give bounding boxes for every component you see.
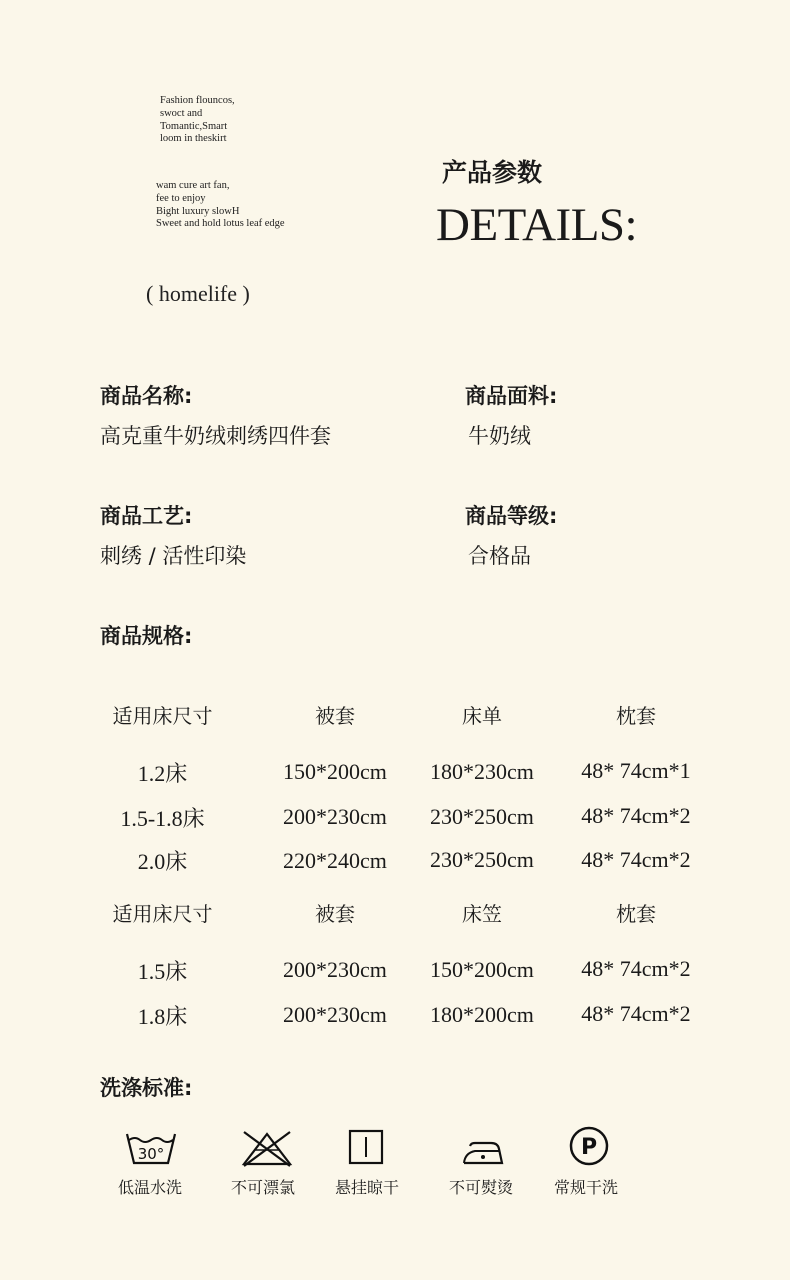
table-header: 枕套 [616,704,656,728]
intro-text-b [156,180,285,231]
table-header: 被套 [315,704,355,728]
icon-label: 常规干洗 [553,1178,618,1197]
icon-label: 不可漂氯 [230,1178,295,1197]
intro-line: wam cure art fan, [156,180,230,191]
intro-line: fee to enjoy [156,192,206,204]
dry-clean-letter: P [580,1135,598,1160]
wash-temp: 30° [137,1145,165,1163]
table-cell: 150*200cm [283,759,387,784]
name-label: 商品名称: [100,384,193,408]
icon-label: 低温水洗 [117,1178,182,1197]
brand-text: ( homelife ) [146,281,250,306]
hang-dry-icon [348,1129,384,1169]
craft-label: 商品工艺: [100,504,193,528]
table-cell: 1.5床 [137,959,188,984]
table-cell: 180*230cm [430,759,534,784]
no-bleach-icon [240,1128,294,1172]
intro-line: loom in theskirt [160,133,227,145]
icon-label: 不可熨烫 [448,1178,513,1197]
intro-line: Tomantic,Smart [160,120,228,132]
table-cell: 230*250cm [430,804,534,829]
dry-clean-icon [568,1125,610,1171]
intro-line: Bight luxury slowH [156,205,240,217]
table-cell: 48* 74cm*2 [581,1001,691,1026]
table-cell: 48* 74cm*2 [581,956,691,981]
table-cell: 200*230cm [283,957,387,982]
name-value: 高克重牛奶绒刺绣四件套 [100,424,331,448]
intro-line: Sweet and hold lotus leaf edge [156,218,285,230]
table-cell: 48* 74cm*2 [581,803,691,828]
size-label: 商品规格: [100,624,193,648]
table-cell: 150*200cm [430,957,534,982]
table-cell: 2.0床 [137,849,188,874]
fabric-value: 牛奶绒 [468,424,531,448]
table-header: 适用床尺寸 [112,704,213,728]
intro-line: swoct and [160,107,203,119]
no-iron-icon [461,1136,505,1170]
grade-value: 合格品 [468,544,531,568]
table-header: 适用床尺寸 [112,902,213,926]
table-cell: 200*230cm [283,1002,387,1027]
table-cell: 48* 74cm*1 [581,758,691,783]
table-cell: 1.5-1.8床 [120,806,205,831]
table-header: 床单 [462,704,502,728]
table-header: 床笠 [462,902,502,926]
table-cell: 230*250cm [430,847,534,872]
table-cell: 1.8床 [137,1004,188,1029]
table-cell: 48* 74cm*2 [581,847,691,872]
table-cell: 220*240cm [283,848,387,873]
wash-label: 洗涤标准: [100,1076,193,1100]
grade-label: 商品等级: [465,504,558,528]
intro-text-a [160,95,235,146]
table-header: 被套 [315,902,355,926]
wash-30-icon [125,1130,177,1170]
table-cell: 200*230cm [283,804,387,829]
cn-title: 产品参数 [442,158,543,187]
icon-label: 悬挂晾干 [334,1178,399,1197]
craft-value: 刺绣 / 活性印染 [100,544,247,568]
details-title: DETAILS: [436,199,638,251]
table-cell: 180*200cm [430,1002,534,1027]
fabric-label: 商品面料: [465,384,558,408]
intro-line: Fashion flouncos, [160,95,235,106]
table-header: 枕套 [616,902,656,926]
table-cell: 1.2床 [137,761,188,786]
